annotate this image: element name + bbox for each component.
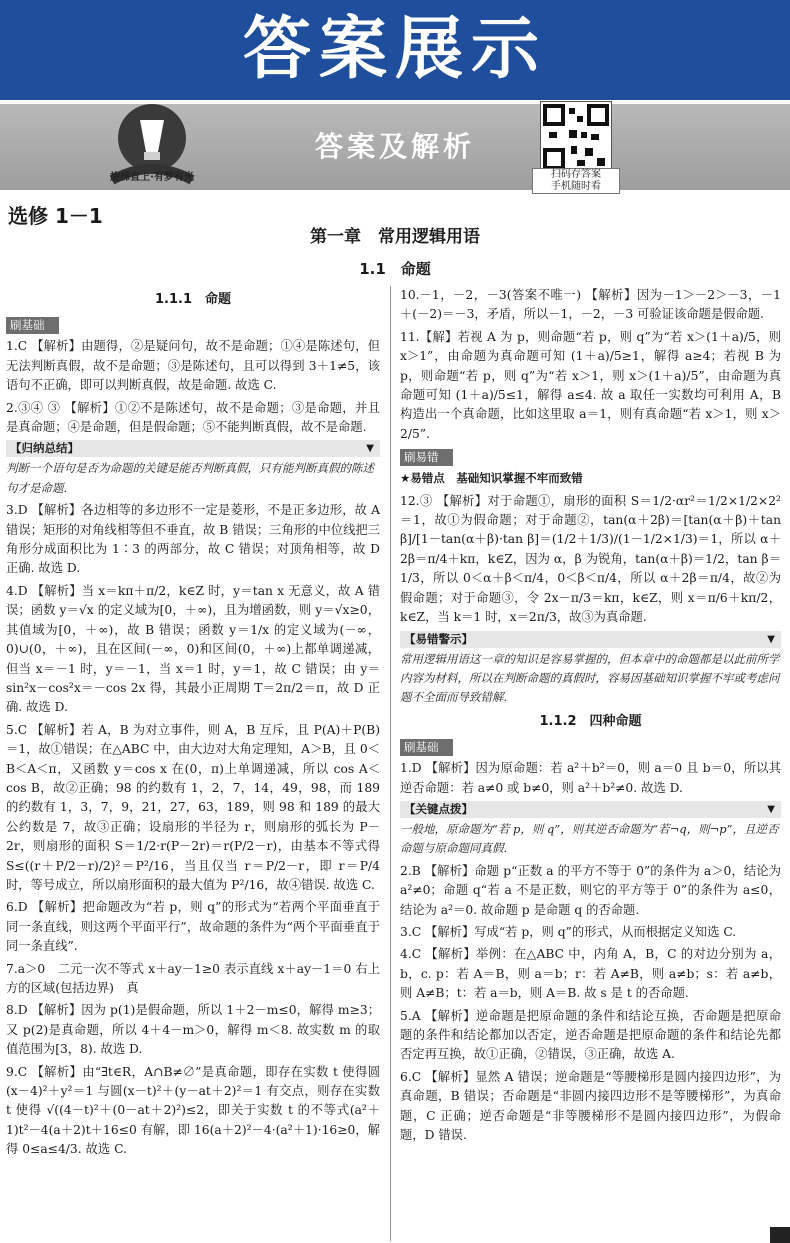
answer-entry: 2.③④ ③ 【解析】①②不是陈述句，故不是命题；③是命题，并且是真命题；④是命题，但是假命题；⑤不能判断真假，故不是命题. (6, 400, 380, 435)
answer-entry: 4.D 【解析】当 x＝kπ＋π/2，k∈Z 时，y＝tan x 无意义，故 A 错误；函数 y＝√x 的定义域为[0，＋∞)，且为增函数，则 y＝√x≥0，其值域为[0，＋∞)，故 B 错误；函数 y＝1/x 的定义域为(－∞，0)∪(0，＋∞)，且在区间(－∞，0)和区间(0，＋∞)上都单调递减，但当 x＝－1 时，y＝－1，当 x＝1 时，y＝1，故 C 错误；由 y＝sin²x－cos²x＝－cos 2x 得，其最小正周期 T＝2π/2＝π，故 D 正确. 故选 D. (6, 583, 380, 715)
error-point: ★易错点 基础知识掌握不牢而致错 (400, 471, 583, 486)
right-column (400, 286, 781, 1148)
answer-entry: 5.A 【解析】逆命题是把原命题的条件和结论互换，否命题是把原命题的条件和结论都加以否定，逆否命题是把原命题的条件和结论先都否定再互换，故①正确，②错误，③正确，故选 A. (400, 1008, 781, 1062)
badge-text: 旋梯直上·有梦有光 (110, 172, 194, 183)
tip-heading: 【关键点拨】 ▼ (400, 801, 781, 818)
chapter-title: 第一章 常用逻辑用语 (310, 227, 480, 247)
answer-entry: 7.a＞0 二元一次不等式 x＋ay－1≥0 表示直线 x＋ay－1＝0 右上方的区域(包括边界) 真 (6, 961, 380, 995)
qr-caption-line2: 手机随时看 (551, 181, 601, 192)
answer-entry: 4.C 【解析】举例：在△ABC 中，内角 A，B，C 的对边分别为 a，b，c. p：若 A＝B，则 a＝b；r：若 A≠B，则 a≠b；s：若 a≠b，则 A≠B；t：若 a＝b，则 A＝B. 故 s 是 t 的否命题. (400, 947, 781, 1001)
qr-code-icon (540, 101, 612, 173)
answer-entry: 11.【解】若视 A 为 p，则命题“若 p，则 q”为“若 x＞(1＋a)/5，则 x＞1”，由命题为真命题可知 (1＋a)/5≥1，解得 a≥4；若视 B 为 p，则命题“若 p，则 q”为“若 x＞1，则 x＞(1＋a)/5”，由命题为真命题可知 (1＋a)/5≤1，解得 a≤4. 故 a 取任一实数均可利用 A，B 构造出一个真命题，比如这里取 a＝1，则有真命题“若 x＞1，则 x＞2/5”. (400, 329, 781, 441)
qr-caption-line1: 扫码存答案 (551, 169, 601, 180)
tip-note: 一般地，原命题为“若 p，则 q”，则其逆否命题为“若¬q，则¬p”，且逆否命题与原命题同真假. (400, 821, 779, 856)
answer-entry: 12.③ 【解析】对于命题①，扇形的面积 S＝1/2·αr²＝1/2×1/2×2²＝1，故①为假命题；对于命题②，tan(α＋2β)＝[tan(α＋β)＋tan β]/[1－tan(α＋β)·tan β]＝(1/2＋1/3)/(1－1/2×1/3)＝1，所以 α＋2β＝π/4＋kπ，k∈Z，因为 α，β 为锐角，tan(α＋β)＝1/2，tan β＝1/3，所以 0＜α＋β＜π/4，0＜β＜π/4，所以 α＋2β＝π/4，故②为假命题；对于命题③，令 2x－π/3＝kπ，k∈Z，则 x＝π/6＋kπ/2，k∈Z，当 k＝1 时，x＝2π/3，故③为真命题. (400, 493, 781, 625)
tip-heading: 【易错警示】 ▼ (400, 631, 781, 648)
subsection-title: 1.1.2 四种命题 (539, 713, 642, 729)
answer-entry: 8.D 【解析】因为 p(1)是假命题，所以 1＋2－m≤0，解得 m≥3；又 p(2)是真命题，所以 4＋4－m＞0，解得 m＜8. 故实数 m 的取值范围为[3，8). 故选 D. (6, 1003, 380, 1057)
answer-entry: 3.C 【解析】写成“若 p，则 q”的形式，从而根据定义知选 C. (400, 924, 737, 939)
subsection-title: 1.1.1 命题 (154, 292, 231, 307)
qr-caption (532, 168, 620, 194)
tip-note: 常用逻辑用语这一章的知识是容易掌握的，但本章中的命题都是以此前所学内容为材料，所以在判断命题的真假时，容易因基础知识掌握不牢或考虑问题不全面而导致错解. (400, 651, 780, 705)
answer-entry: 1.D 【解析】因为原命题：若 a²＋b²＝0，则 a＝0 且 b＝0，所以其逆否命题：若 a≠0 或 b≠0，则 a²＋b²≠0. 故选 D. (400, 761, 781, 795)
answer-entry: 5.C 【解析】若 A，B 为对立事件，则 A，B 互斥，且 P(A)＋P(B)＝1，故①错误；在△ABC 中，由大边对大角定理知，A＞B，且 0＜B＜A＜π，又函数 y＝cos x 在(0，π)上单调递减，所以 cos A＜cos B，故②正确；98 的约数有 1，2，7，14，49，98，而 189 的约数有 1，3，7，9，21，27，63，189，则 98 和 189 的最大公约数是 7，故③正确；设扇形的半径为 r，则扇形的弧长为 P－2r，则扇形的面积 S＝1/2·r(P－2r)＝r(P/2－r)，由基本不等式得 S≤((r＋P/2－r)/2)²＝P²/16，当且仅当 r＝P/2－r，即 r＝P/4 时，等号成立，所以扇形面积的最大值为 P²/16，故④错误. 故选 C. (6, 722, 380, 892)
answer-entry: 1.C 【解析】由题得，②是疑问句，故不是命题；①④是陈述句，但无法判断真假，故不是命题；③是陈述句，且可以得到 3＋1≠5，该语句不正确，即可以判断真假，故是命题. 故选 C. (6, 339, 380, 393)
answer-entry: 6.C 【解析】显然 A 错误；逆命题是“等腰梯形是圆内接四边形”，为真命题，B 错误；否命题是“非圆内接四边形不是等腰梯形”，为真命题，C 正确；逆否命题是“非等腰梯形不是圆内接四边形”，为假命题，D 错误. (400, 1069, 781, 1143)
left-column (6, 286, 380, 1163)
course-title: 选修 1－1 (8, 204, 103, 228)
column-divider (390, 286, 391, 1241)
tip-heading: 【归纳总结】 ▼ (6, 440, 380, 457)
answer-entry: 3.D 【解析】各边相等的多边形不一定是菱形，不是正多边形，故 A 错误；矩形的对角线相等但不垂直，故 B 错误；三角形的中位线把三角形分成面积比为 1∶3 的两部分，故 C 错误；对顶角相等，故 D 正确. 故选 D. (6, 503, 380, 576)
banner-title: 答案展示 (242, 10, 547, 89)
answer-entry: 9.C 【解析】由“∃t∈R，A∩B≠∅”是真命题，即存在实数 t 使得圆(x－4)²＋y²＝1 与圆(x－t)²＋(y－at＋2)²＝1 有交点，则存在实数 t 使得 √((4－t)²＋(0－at＋2)²)≤2，即关于实数 t 的不等式(a²＋1)t²－4(a＋2)t＋16≤0 有解，即 16(a＋2)²－4·(a²＋1)·16≥0，解得 0≤a≤4/3. 故选 C. (6, 1064, 380, 1157)
page-header-title: 答案及解析 (314, 130, 475, 163)
answer-entry: 10.－1，－2，－3(答案不唯一) 【解析】因为－1＞－2＞－3，－1＋(－2)＝－3，矛盾，所以－1，－2，－3 可验证该命题是假命题. (400, 288, 781, 322)
tip-note: 判断一个语句是否为命题的关键是能否判断真假，只有能判断真假的陈述句才是命题. (6, 461, 374, 495)
page-corner-mark (770, 1227, 790, 1243)
practice-tag: 刷基础 (6, 317, 59, 334)
answer-entry: 2.B 【解析】命题 p“正数 a 的平方不等于 0”的条件为 a＞0，结论为 a²≠0；命题 q“若 a 不是正数，则它的平方等于 0”的条件为 a≤0，结论为 a²＝0. 故命题 p 是命题 q 的否命题. (400, 863, 781, 917)
practice-tag: 刷基础 (400, 739, 453, 756)
answer-entry: 6.D 【解析】把命题改为“若 p，则 q”的形式为“若两个平面垂直于同一条直线，则这两个平面平行”，故命题的条件为“两个平面垂直于同一条直线”. (6, 900, 380, 954)
error-practice-tag: 刷易错 (400, 449, 453, 466)
section-title: 1.1 命题 (359, 260, 431, 278)
